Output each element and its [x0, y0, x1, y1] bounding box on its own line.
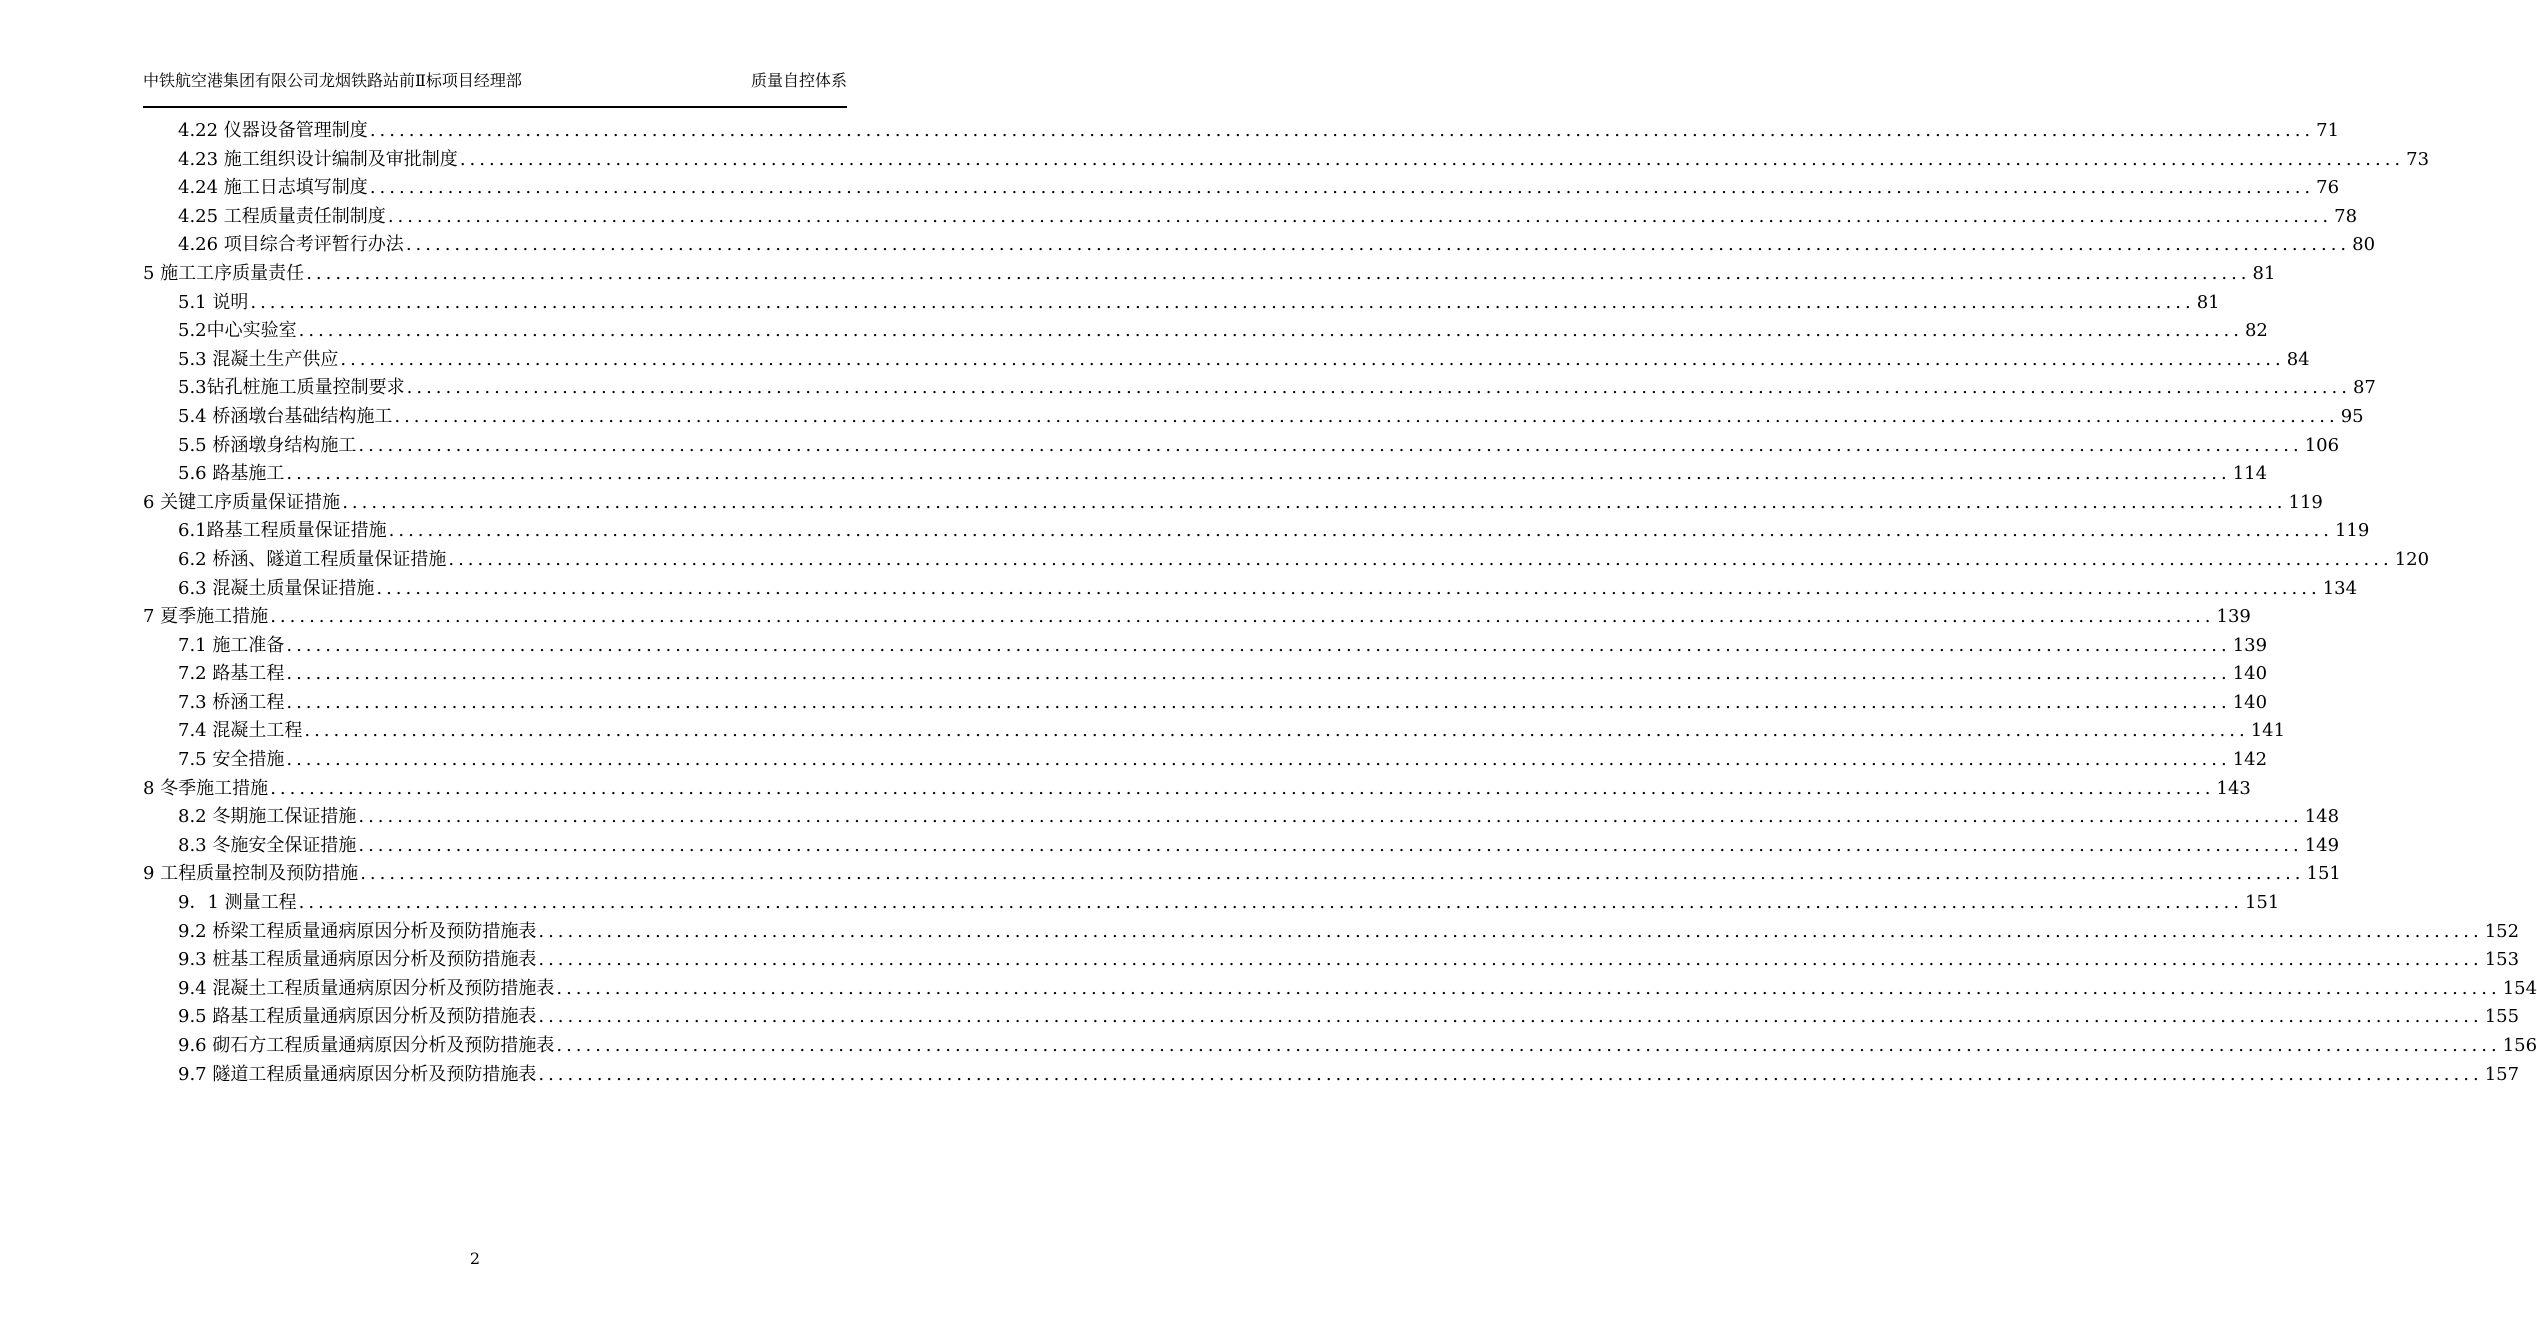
toc-entry[interactable]: [143, 946, 2520, 975]
toc-entry[interactable]: [143, 346, 2310, 375]
toc-leader-dots: ........................................................................................................................................................................................................: [270, 777, 2215, 799]
toc-entry-label: 8.2 冬期施工保证措施: [178, 806, 357, 828]
page-number: 2: [469, 1249, 481, 1268]
toc-entry-page: 156: [2502, 1035, 2537, 1056]
toc-entry-label: 9.4 混凝土工程质量通病原因分析及预防措施表: [178, 977, 555, 999]
toc-entry-page: 155: [2484, 1006, 2520, 1028]
toc-leader-dots: ........................................................................................................................................................................................................: [306, 262, 2251, 284]
toc-entry[interactable]: [143, 174, 2340, 203]
toc-leader-dots: ........................................................................................................................................................................................................: [538, 1063, 2483, 1085]
toc-entry-page: 106: [2304, 434, 2340, 456]
toc-leader-dots: ........................................................................................................................................................................................................: [448, 548, 2393, 570]
toc-entry-label: 9．1 测量工程: [178, 892, 297, 914]
toc-entry[interactable]: [143, 117, 2340, 146]
toc-leader-dots: ........................................................................................................................................................................................................: [405, 234, 2351, 256]
toc-entry[interactable]: [143, 717, 2286, 746]
toc-leader-dots: ........................................................................................................................................................................................................: [394, 405, 2339, 427]
toc-entry[interactable]: [143, 832, 2340, 861]
toc-entry-label: 5.2中心实验室: [178, 320, 297, 342]
table-of-contents: [143, 117, 2537, 1089]
toc-entry[interactable]: [143, 689, 2268, 718]
toc-entry-label: 5.1 说明: [178, 291, 249, 313]
toc-entry-label: 9.7 隧道工程质量通病原因分析及预防措施表: [178, 1063, 537, 1085]
toc-entry-page: 140: [2232, 663, 2268, 685]
toc-entry-label: 9 工程质量控制及预防措施: [143, 863, 359, 885]
toc-leader-dots: ........................................................................................................................................................................................................: [286, 663, 2231, 685]
toc-leader-dots: ........................................................................................................................................................................................................: [304, 720, 2249, 742]
toc-entry[interactable]: [143, 432, 2340, 461]
toc-entry-page: 151: [2306, 863, 2341, 885]
toc-entry-page: 139: [2216, 606, 2251, 628]
toc-entry[interactable]: [143, 1003, 2520, 1032]
toc-leader-dots: ........................................................................................................................................................................................................: [556, 977, 2501, 999]
toc-entry[interactable]: [143, 975, 2537, 1004]
toc-entry-label: 7 夏季施工措施: [143, 606, 269, 628]
page-header: [143, 68, 847, 92]
toc-entry-page: 143: [2216, 777, 2251, 799]
toc-entry-page: 78: [2334, 205, 2358, 227]
toc-entry-label: 9.3 桩基工程质量通病原因分析及预防措施表: [178, 949, 537, 971]
toc-entry-label: 9.5 路基工程质量通病原因分析及预防措施表: [178, 1006, 537, 1028]
toc-entry-page: 82: [2244, 320, 2268, 342]
toc-entry[interactable]: [143, 146, 2430, 175]
toc-leader-dots: ........................................................................................................................................................................................................: [358, 434, 2303, 456]
toc-leader-dots: ........................................................................................................................................................................................................: [270, 606, 2215, 628]
toc-entry-page: 148: [2304, 806, 2340, 828]
toc-entry-page: 154: [2502, 977, 2537, 999]
toc-entry[interactable]: [143, 1061, 2520, 1090]
toc-leader-dots: ........................................................................................................................................................................................................: [538, 920, 2483, 942]
toc-entry-page: 119: [2334, 520, 2370, 542]
toc-entry-label: 6.1路基工程质量保证措施: [178, 520, 387, 542]
toc-entry-label: 8 冬季施工措施: [143, 777, 269, 799]
toc-entry[interactable]: [143, 746, 2268, 775]
toc-leader-dots: ........................................................................................................................................................................................................: [538, 1006, 2483, 1028]
toc-entry-label: 7.1 施工准备: [178, 634, 285, 656]
toc-entry-label: 5 施工工序质量责任: [143, 262, 305, 284]
toc-entry-page: 81: [2196, 291, 2220, 313]
toc-leader-dots: ........................................................................................................................................................................................................: [286, 463, 2231, 485]
toc-leader-dots: ........................................................................................................................................................................................................: [369, 177, 2315, 199]
toc-leader-dots: ........................................................................................................................................................................................................: [298, 892, 2243, 914]
toc-entry[interactable]: [143, 203, 2358, 232]
toc-entry-label: 9.2 桥梁工程质量通病原因分析及预防措施表: [178, 920, 537, 942]
toc-leader-dots: ........................................................................................................................................................................................................: [376, 577, 2321, 599]
toc-leader-dots: ........................................................................................................................................................................................................: [358, 834, 2303, 856]
toc-entry-page: 153: [2484, 949, 2520, 971]
toc-leader-dots: ........................................................................................................................................................................................................: [556, 1035, 2501, 1056]
toc-entry[interactable]: [143, 403, 2364, 432]
toc-entry-label: 5.3钻孔桩施工质量控制要求: [178, 377, 405, 399]
toc-entry[interactable]: [143, 803, 2340, 832]
toc-entry-label: 4.25 工程质量责任制制度: [178, 205, 386, 227]
toc-entry-page: 80: [2352, 234, 2376, 256]
header-divider: [143, 106, 847, 108]
toc-entry-page: 157: [2484, 1063, 2520, 1085]
toc-entry[interactable]: [143, 317, 2268, 346]
toc-entry-page: 76: [2316, 177, 2340, 199]
toc-entry[interactable]: [143, 860, 2341, 889]
toc-entry-page: 81: [2252, 262, 2276, 284]
toc-entry-label: 6.2 桥涵、隧道工程质量保证措施: [178, 548, 447, 570]
toc-entry-page: 95: [2340, 405, 2364, 427]
toc-leader-dots: ........................................................................................................................................................................................................: [298, 320, 2243, 342]
toc-entry-page: 140: [2232, 691, 2268, 713]
toc-entry-label: 5.3 混凝土生产供应: [178, 348, 339, 370]
header-document-title: 质量自控体系: [750, 71, 847, 90]
toc-leader-dots: ........................................................................................................................................................................................................: [369, 120, 2315, 141]
toc-leader-dots: ........................................................................................................................................................................................................: [387, 205, 2333, 227]
toc-leader-dots: ........................................................................................................................................................................................................: [286, 634, 2231, 656]
toc-entry-page: 120: [2394, 548, 2430, 570]
toc-entry-page: 141: [2250, 720, 2286, 742]
toc-entry-page: 139: [2232, 634, 2268, 656]
toc-leader-dots: ........................................................................................................................................................................................................: [250, 291, 2195, 313]
toc-leader-dots: ........................................................................................................................................................................................................: [406, 377, 2351, 399]
toc-entry-label: 7.2 路基工程: [178, 663, 285, 685]
toc-entry-page: 73: [2406, 148, 2430, 170]
toc-entry-page: 134: [2322, 577, 2358, 599]
toc-entry[interactable]: [143, 460, 2268, 489]
toc-entry-label: 7.3 桥涵工程: [178, 691, 285, 713]
toc-entry-label: 4.26 项目综合考评暂行办法: [178, 234, 404, 256]
toc-entry[interactable]: [143, 889, 2280, 918]
toc-leader-dots: ........................................................................................................................................................................................................: [286, 749, 2231, 771]
toc-entry-label: 7.4 混凝土工程: [178, 720, 303, 742]
toc-entry[interactable]: [143, 517, 2370, 546]
toc-entry-page: 84: [2286, 348, 2310, 370]
toc-entry-page: 71: [2316, 120, 2340, 141]
toc-entry[interactable]: [143, 775, 2251, 804]
toc-entry[interactable]: [143, 260, 2276, 289]
toc-entry[interactable]: [143, 374, 2376, 403]
toc-leader-dots: ........................................................................................................................................................................................................: [360, 863, 2305, 885]
toc-entry-page: 114: [2232, 463, 2268, 485]
toc-entry-label: 5.4 桥涵墩台基础结构施工: [178, 405, 393, 427]
toc-entry[interactable]: [143, 603, 2251, 632]
toc-entry-label: 8.3 冬施安全保证措施: [178, 834, 357, 856]
toc-leader-dots: ........................................................................................................................................................................................................: [342, 491, 2287, 513]
toc-leader-dots: ........................................................................................................................................................................................................: [340, 348, 2285, 370]
toc-entry-label: 4.24 施工日志填写制度: [178, 177, 368, 199]
toc-entry[interactable]: [143, 489, 2323, 518]
toc-leader-dots: ........................................................................................................................................................................................................: [388, 520, 2333, 542]
header-organization: 中铁航空港集团有限公司龙烟铁路站前Ⅱ标项目经理部: [143, 71, 522, 90]
toc-entry-label: 7.5 安全措施: [178, 749, 285, 771]
toc-entry-label: 6 关键工序质量保证措施: [143, 491, 341, 513]
toc-entry[interactable]: [143, 660, 2268, 689]
toc-entry-page: 119: [2288, 491, 2323, 513]
toc-entry-label: 9.6 砌石方工程质量通病原因分析及预防措施表: [178, 1035, 555, 1056]
toc-entry[interactable]: [143, 918, 2520, 947]
toc-leader-dots: ........................................................................................................................................................................................................: [459, 148, 2405, 170]
toc-entry[interactable]: [143, 575, 2358, 604]
toc-entry-label: 6.3 混凝土质量保证措施: [178, 577, 375, 599]
toc-entry[interactable]: [143, 1032, 2537, 1061]
toc-entry-page: 87: [2352, 377, 2376, 399]
toc-leader-dots: ........................................................................................................................................................................................................: [358, 806, 2303, 828]
toc-entry-label: 4.23 施工组织设计编制及审批制度: [178, 148, 458, 170]
toc-entry-page: 142: [2232, 749, 2268, 771]
toc-entry-page: 151: [2244, 892, 2280, 914]
toc-leader-dots: ........................................................................................................................................................................................................: [538, 949, 2483, 971]
toc-entry-label: 5.6 路基施工: [178, 463, 285, 485]
toc-leader-dots: ........................................................................................................................................................................................................: [286, 691, 2231, 713]
toc-entry[interactable]: [143, 231, 2376, 260]
toc-entry[interactable]: [143, 289, 2220, 318]
toc-entry-label: 5.5 桥涵墩身结构施工: [178, 434, 357, 456]
toc-entry[interactable]: [143, 546, 2430, 575]
toc-entry-page: 152: [2484, 920, 2520, 942]
toc-entry[interactable]: [143, 632, 2268, 661]
toc-entry-label: 4.22 仪器设备管理制度: [178, 120, 368, 141]
toc-entry-page: 149: [2304, 834, 2340, 856]
